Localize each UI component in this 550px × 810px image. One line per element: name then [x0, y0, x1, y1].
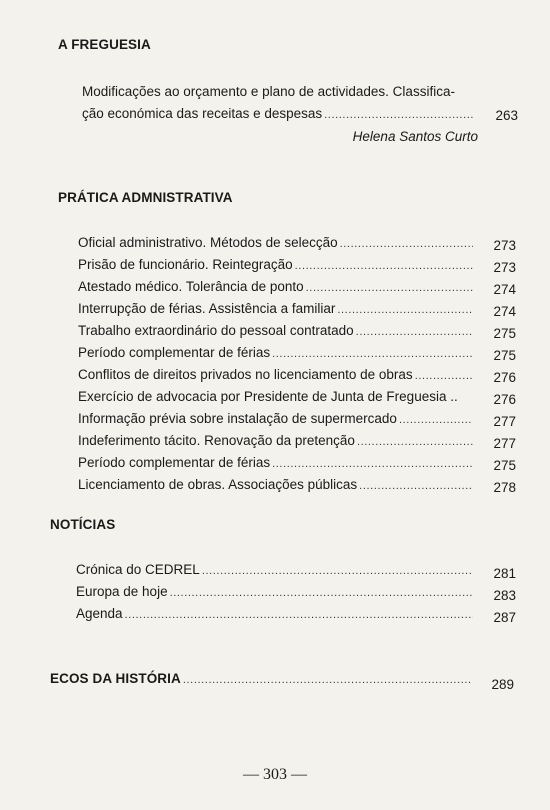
leader-dots [170, 587, 473, 599]
entry-page: 281 [493, 566, 516, 581]
leader-dots [399, 414, 473, 426]
leader-dots [295, 260, 473, 272]
leader-dots [324, 109, 475, 121]
entry-title: Oficial administrativo. Métodos de selecção [78, 235, 338, 250]
entry-page: 274 [493, 304, 516, 319]
section-ecos-page: 289 [491, 677, 514, 692]
entry-title: Indeferimento tácito. Renovação da pretenção [78, 433, 355, 448]
entry-freguesia-line1: Modificações ao orçamento e plano de actividades. Classifica- [82, 84, 455, 99]
entry-page: 275 [493, 458, 516, 473]
toc-entry [76, 606, 475, 626]
entry-freguesia-line2 [82, 106, 477, 126]
leader-dots [359, 480, 473, 492]
leader-dots [415, 370, 473, 382]
entry-page: 283 [493, 588, 516, 603]
leader-dots [356, 326, 473, 338]
leader-dots [272, 458, 473, 470]
entry-title: Agenda [76, 606, 123, 621]
entry-title: Período complementar de férias [78, 455, 271, 470]
section-heading-pratica: PRÁTICA ADMNISTRATIVA [58, 190, 233, 205]
leader-dots [272, 348, 473, 360]
entry-title: Crónica do CEDREL [76, 562, 200, 577]
toc-entry [78, 389, 475, 409]
leader-dots [337, 304, 473, 316]
entry-page: 274 [493, 282, 516, 297]
leader-dots [357, 436, 473, 448]
entry-freguesia-author: Helena Santos Curto [352, 129, 478, 144]
leader-dots [183, 674, 471, 686]
entry-page: 275 [493, 348, 516, 363]
entry-title: Conflitos de direitos privados no licenciamento de obras [78, 367, 413, 382]
entry-freguesia-page: 263 [495, 108, 518, 123]
toc-entry [78, 301, 475, 321]
toc-entry [78, 345, 475, 365]
entry-page: 277 [493, 436, 516, 451]
page-number: — 303 — [243, 766, 307, 783]
entry-page: 276 [493, 392, 516, 407]
entry-title: Exercício de advocacia por Presidente de Junta de Freguesia .. [78, 389, 458, 404]
toc-entry [78, 433, 475, 453]
entry-page: 273 [493, 238, 516, 253]
section-heading-noticias: NOTÍCIAS [50, 517, 116, 532]
section-heading-freguesia: A FREGUESIA [58, 37, 151, 52]
entry-page: 273 [493, 260, 516, 275]
leader-dots [306, 282, 473, 294]
entry-page: 276 [493, 370, 516, 385]
toc-entry [78, 455, 475, 475]
entry-title: Interrupção de férias. Assistência a familiar [78, 301, 336, 316]
entry-page: 275 [493, 326, 516, 341]
toc-entry [78, 367, 475, 387]
leader-dots [340, 238, 473, 250]
entry-title: Informação prévia sobre instalação de supermercado [78, 411, 397, 426]
entry-page: 287 [493, 610, 516, 625]
toc-entry [76, 584, 475, 604]
entry-title: ção económica das receitas e despesas [82, 106, 323, 121]
toc-entry [78, 257, 475, 277]
leader-dots [125, 609, 473, 621]
entry-page: 277 [493, 414, 516, 429]
section-ecos [50, 671, 473, 691]
toc-entry [76, 562, 475, 582]
entry-title: Período complementar de férias [78, 345, 271, 360]
entry-title: Trabalho extraordinário do pessoal contratado [78, 323, 354, 338]
toc-entry [78, 235, 475, 255]
entry-page: 278 [493, 480, 516, 495]
entry-title: Europa de hoje [76, 584, 168, 599]
leader-dots [202, 565, 473, 577]
toc-entry [78, 323, 475, 343]
toc-entry [78, 477, 475, 497]
toc-entry [78, 279, 475, 299]
toc-entry [78, 411, 475, 431]
entry-title: Licenciamento de obras. Associações públicas [78, 477, 358, 492]
entry-title: Prisão de funcionário. Reintegração [78, 257, 293, 272]
section-heading-ecos: ECOS DA HISTÓRIA [50, 671, 181, 686]
entry-title: Atestado médico. Tolerância de ponto [78, 279, 304, 294]
